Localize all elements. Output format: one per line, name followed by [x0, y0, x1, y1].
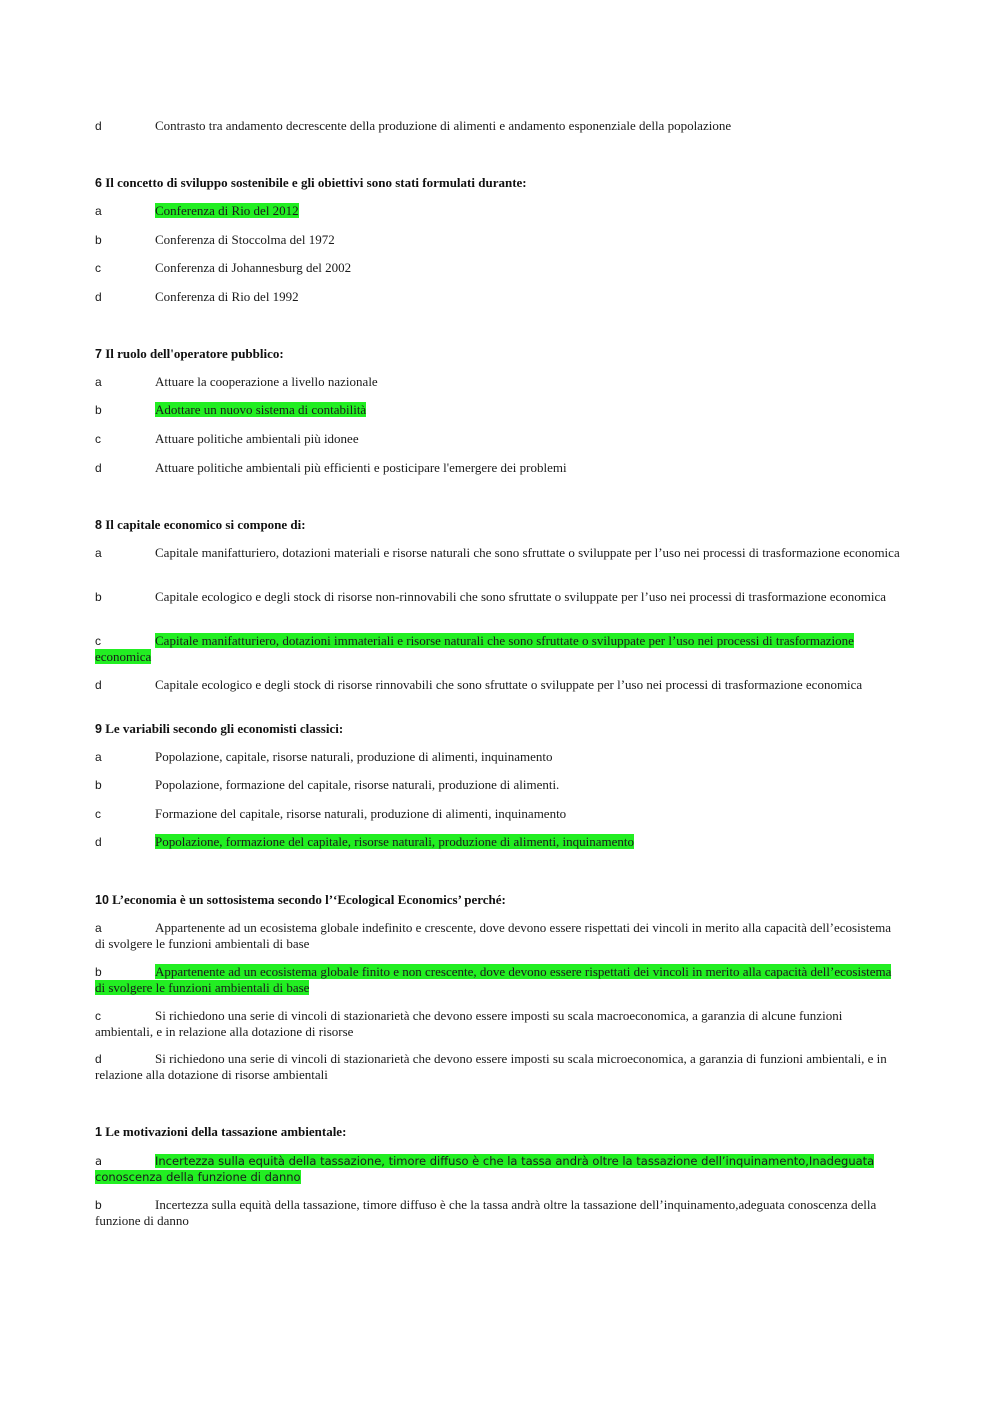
option-text: Si richiedono una serie di vincoli di stazionarietà che devono essere imposti su scala microeconomica, a garanzia di funzioni ambientali, e in relazione alla dotazione di risorse ambientali [95, 1051, 887, 1082]
option-letter: c [95, 634, 101, 648]
option-text: Conferenza di Rio del 1992 [155, 289, 299, 304]
option-letter: a [95, 750, 102, 764]
option-text: Capitale manifatturiero, dotazioni materiali e risorse naturali che sono sfruttate o sviluppate per l’uso nei processi di trasformazione economica [155, 545, 900, 560]
question-8-heading [95, 517, 900, 533]
question-text: L’economia è un sottosistema secondo l’‘Ecological Economics’ perché: [112, 892, 506, 907]
answer-option-q8-d [95, 677, 900, 693]
option-letter: a [95, 921, 102, 935]
question-1-heading [95, 1124, 900, 1140]
question-9-heading [95, 721, 900, 737]
question-number: 6 [95, 176, 102, 190]
option-text: Formazione del capitale, risorse naturali, produzione di alimenti, inquinamento [155, 806, 567, 821]
option-letter: b [95, 233, 102, 247]
answer-option-q1-b [95, 1197, 900, 1229]
answer-option-q7-d [95, 460, 900, 476]
question-text: Le motivazioni della tassazione ambientale: [105, 1124, 347, 1139]
question-text: Il ruolo dell'operatore pubblico: [105, 346, 284, 361]
option-text: Capitale ecologico e degli stock di risorse non-rinnovabili che sono sfruttate o sviluppate per l’uso nei processi di trasformazione economica [155, 589, 887, 604]
answer-option-q8-a [95, 545, 900, 561]
option-letter: b [95, 590, 102, 604]
option-text: Attuare la cooperazione a livello nazionale [155, 374, 378, 389]
option-letter: a [95, 546, 102, 560]
option-text-highlighted: Incertezza sulla equità della tassazione, timore diffuso è che la tassa andrà oltre la tassazione dell’inquinamento,Inadeguata conoscenza della funzione di danno [95, 1154, 875, 1184]
answer-option-q6-c [95, 260, 900, 276]
option-letter: a [95, 204, 102, 218]
option-letter: b [95, 965, 102, 979]
question-number: 10 [95, 893, 109, 907]
option-letter: d [95, 678, 102, 692]
option-letter: c [95, 261, 101, 275]
option-letter: d [95, 1052, 102, 1066]
question-10-heading [95, 892, 900, 908]
answer-option-q8-c [95, 633, 900, 665]
option-letter: c [95, 807, 101, 821]
option-letter: d [95, 835, 102, 849]
question-number: 1 [95, 1125, 102, 1139]
answer-option-q10-c [95, 1008, 900, 1040]
option-letter: d [95, 119, 102, 133]
option-letter: a [95, 375, 102, 389]
option-text-highlighted: Conferenza di Rio del 2012 [155, 203, 299, 218]
answer-option-q9-b [95, 777, 900, 793]
option-text: Conferenza di Johannesburg del 2002 [155, 260, 352, 275]
option-letter: b [95, 1198, 102, 1212]
question-text: Le variabili secondo gli economisti classici: [105, 721, 344, 736]
question-number: 9 [95, 722, 102, 736]
answer-option-q5-d [95, 118, 900, 134]
answer-option-q10-d [95, 1051, 900, 1083]
option-letter: b [95, 778, 102, 792]
option-text-highlighted: Popolazione, formazione del capitale, risorse naturali, produzione di alimenti, inquinamento [155, 834, 635, 849]
option-text: Conferenza di Stoccolma del 1972 [155, 232, 335, 247]
option-text-highlighted: Adottare un nuovo sistema di contabilità [155, 402, 367, 417]
option-text: Appartenente ad un ecosistema globale indefinito e crescente, dove devono essere rispettati dei vincoli in merito alla capacità dell’ecosistema di svolgere le funzioni ambientali di base [95, 920, 892, 951]
answer-option-q6-a [95, 203, 900, 219]
option-text: Contrasto tra andamento decrescente della produzione di alimenti e andamento esponenziale della popolazione [155, 118, 732, 133]
option-text-highlighted: Capitale manifatturiero, dotazioni immateriali e risorse naturali che sono sfruttate o sviluppate per l’uso nei processi di trasformazione economica [95, 633, 854, 664]
answer-option-q7-b [95, 402, 900, 418]
answer-option-q9-a [95, 749, 900, 765]
option-letter: c [95, 1009, 101, 1023]
option-text: Capitale ecologico e degli stock di risorse rinnovabili che sono sfruttate o sviluppate per l’uso nei processi di trasformazione economica [155, 677, 863, 692]
question-text: Il concetto di sviluppo sostenibile e gli obiettivi sono stati formulati durante: [105, 175, 527, 190]
option-letter: d [95, 290, 102, 304]
answer-option-q8-b [95, 589, 900, 605]
answer-option-q10-a [95, 920, 900, 952]
option-text: Attuare politiche ambientali più idonee [155, 431, 359, 446]
option-letter: c [95, 432, 101, 446]
option-text: Popolazione, capitale, risorse naturali, produzione di alimenti, inquinamento [155, 749, 553, 764]
option-text-highlighted: Appartenente ad un ecosistema globale finito e non crescente, dove devono essere rispettati dei vincoli in merito alla capacità dell’ecosistema di svolgere le funzioni ambientali di base [95, 964, 892, 995]
option-letter: a [95, 1154, 103, 1168]
answer-option-q7-a [95, 374, 900, 390]
option-text: Popolazione, formazione del capitale, risorse naturali, produzione di alimenti. [155, 777, 560, 792]
option-text: Attuare politiche ambientali più efficienti e posticipare l'emergere dei problemi [155, 460, 567, 475]
option-letter: b [95, 403, 102, 417]
question-6-heading [95, 175, 900, 191]
question-7-heading [95, 346, 900, 362]
answer-option-q6-b [95, 232, 900, 248]
answer-option-q9-d [95, 834, 900, 850]
option-text: Incertezza sulla equità della tassazione, timore diffuso è che la tassa andrà oltre la tassazione dell’inquinamento,adeguata conoscenza della funzione di danno [95, 1197, 877, 1228]
question-text: Il capitale economico si compone di: [105, 517, 306, 532]
answer-option-q7-c [95, 431, 900, 447]
question-number: 8 [95, 518, 102, 532]
option-text: Si richiedono una serie di vincoli di stazionarietà che devono essere imposti su scala macroeconomica, a garanzia di alcune funzioni ambientali, e in relazione alla dotazione di risorse [95, 1008, 843, 1039]
option-letter: d [95, 461, 102, 475]
answer-option-q10-b [95, 964, 900, 996]
answer-option-q6-d [95, 289, 900, 305]
question-number: 7 [95, 347, 102, 361]
answer-option-q9-c [95, 806, 900, 822]
answer-option-q1-a [95, 1153, 900, 1185]
